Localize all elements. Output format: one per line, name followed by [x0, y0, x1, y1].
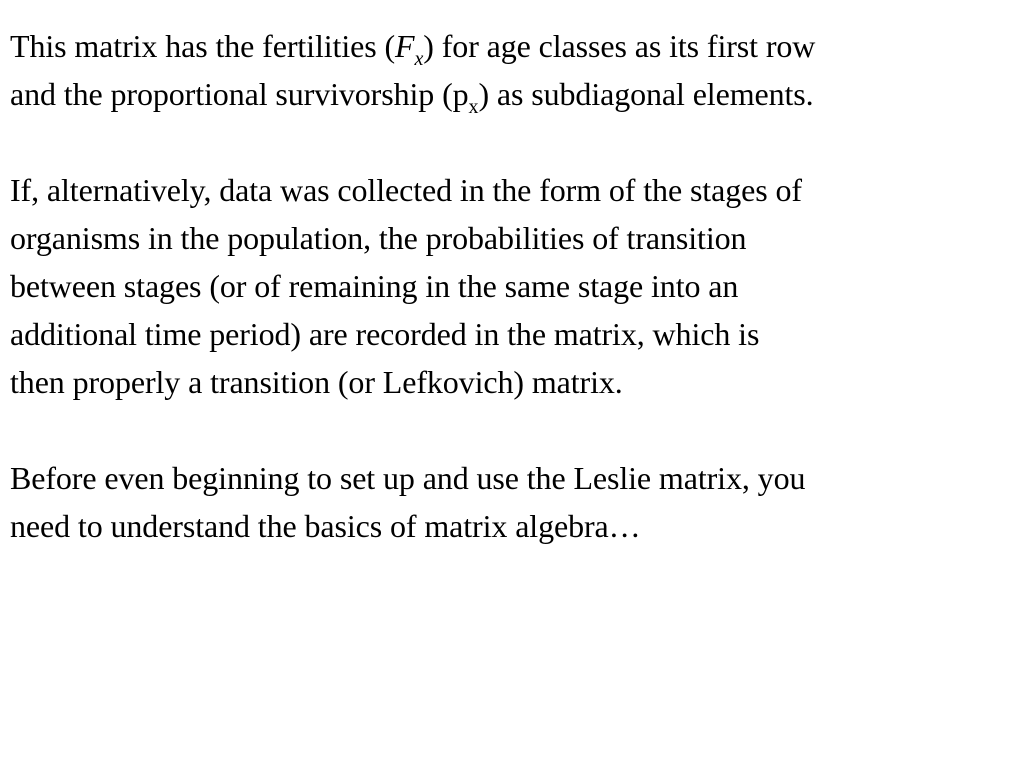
- text-line: between stages (or of remaining in the same stage into an: [10, 268, 739, 304]
- text-line: additional time period) are recorded in the matrix, which is: [10, 316, 760, 352]
- symbol-f: F: [395, 28, 415, 64]
- text-line: organisms in the population, the probabilities of transition: [10, 220, 747, 256]
- text-line: then properly a transition (or Lefkovich) matrix.: [10, 364, 623, 400]
- fertility-symbol: [395, 28, 424, 70]
- subscript-x: x: [414, 48, 424, 70]
- text-segment: and the proportional survivorship (p: [10, 76, 469, 112]
- paragraph-leslie: [10, 454, 1020, 550]
- paragraph-fertilities: [10, 22, 1020, 118]
- text-line: Before even beginning to set up and use the Leslie matrix, you: [10, 460, 806, 496]
- text-line: [10, 70, 1020, 118]
- paragraph-spacer: [10, 406, 1020, 454]
- text-line: need to understand the basics of matrix algebra…: [10, 508, 641, 544]
- slide-body: [10, 22, 1020, 550]
- paragraph-spacer: [10, 118, 1020, 166]
- subscript-x: x: [468, 96, 479, 118]
- text-line: If, alternatively, data was collected in the form of the stages of: [10, 172, 802, 208]
- text-segment: ) as subdiagonal elements.: [478, 76, 814, 112]
- text-line: [10, 22, 1020, 70]
- paragraph-stages: [10, 166, 1020, 406]
- text-segment: ) for age classes as its first row: [423, 28, 816, 64]
- text-segment: This matrix has the fertilities (: [10, 28, 396, 64]
